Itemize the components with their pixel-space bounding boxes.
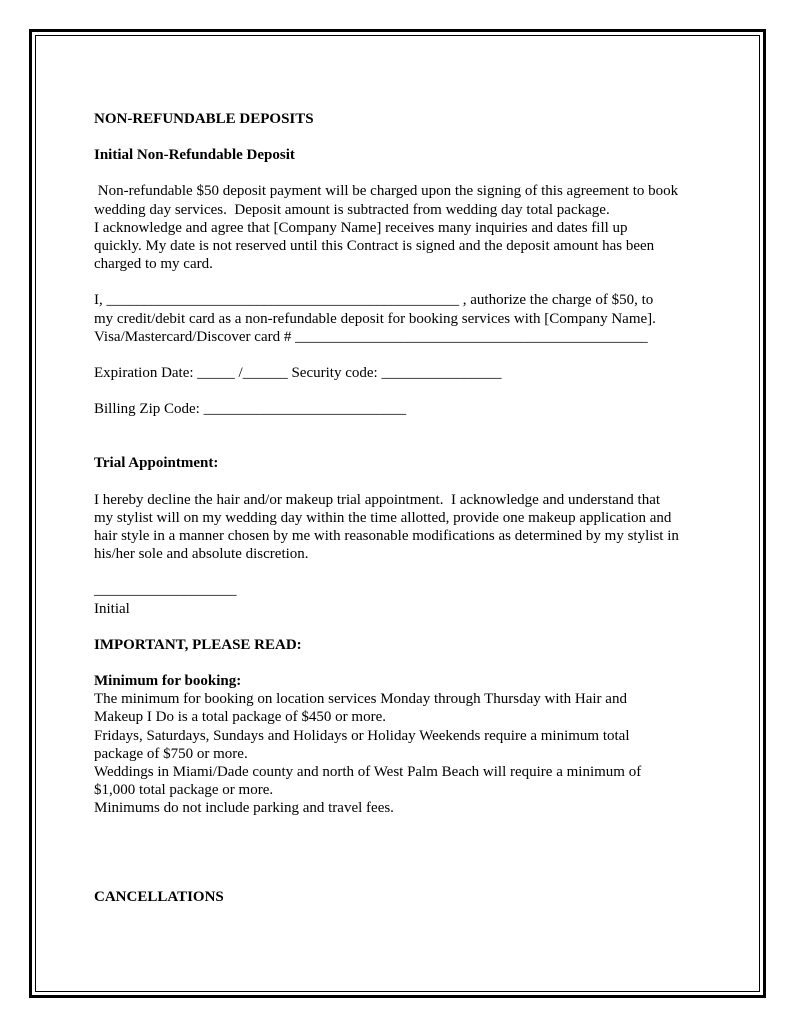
billing-zip-field[interactable]: Billing Zip Code: ___________________________ bbox=[94, 401, 407, 418]
deposit-text-line: Non-refundable $50 deposit payment will be charged upon the signing of this agreement to book bbox=[94, 183, 679, 200]
acknowledge-text-line: charged to my card. bbox=[94, 256, 213, 273]
acknowledge-text-line: quickly. My date is not reserved until this Contract is signed and the deposit amount has been bbox=[94, 238, 655, 255]
subheading-initial-deposit: Initial Non-Refundable Deposit bbox=[94, 147, 295, 164]
authorization-text-line: my credit/debit card as a non-refundable deposit for booking services with [Company Name]. bbox=[94, 310, 656, 327]
card-number-field[interactable]: Visa/Mastercard/Discover card # _______________________________________________ bbox=[94, 328, 648, 345]
minimum-text-line: Makeup I Do is a total package of $450 or more. bbox=[94, 709, 386, 726]
deposit-text-line: wedding day services. Deposit amount is subtracted from wedding day total package. bbox=[94, 201, 610, 218]
section-heading-cancellations: CANCELLATIONS bbox=[94, 888, 224, 905]
minimum-text-line: Weddings in Miami/Dade county and north of West Palm Beach will require a minimum of bbox=[94, 764, 642, 781]
section-heading-trial: Trial Appointment: bbox=[94, 455, 219, 472]
minimum-text-line: $1,000 total package or more. bbox=[94, 782, 274, 799]
minimum-text-line: Minimums do not include parking and travel fees. bbox=[94, 800, 394, 817]
minimum-text-line: Fridays, Saturdays, Sundays and Holidays or Holiday Weekends require a minimum total bbox=[94, 727, 630, 744]
minimum-text-line: package of $750 or more. bbox=[94, 745, 248, 762]
acknowledge-text-line: I acknowledge and agree that [Company Name] receives many inquiries and dates fill up bbox=[94, 219, 628, 236]
subheading-minimum: Minimum for booking: bbox=[94, 673, 242, 690]
section-heading-important: IMPORTANT, PLEASE READ: bbox=[94, 636, 302, 653]
minimum-text-line: The minimum for booking on location services Monday through Thursday with Hair and bbox=[94, 691, 627, 708]
authorization-name-field[interactable]: I, _______________________________________________ , authorize the charge of $50, to bbox=[94, 292, 654, 309]
section-heading-deposits: NON-REFUNDABLE DEPOSITS bbox=[94, 111, 314, 127]
initial-signature-field[interactable]: ___________________ bbox=[94, 582, 237, 599]
document-body bbox=[94, 110, 714, 906]
expiration-security-field[interactable]: Expiration Date: _____ /______ Security code: ________________ bbox=[94, 365, 502, 382]
trial-text-line: my stylist will on my wedding day within the time allotted, provide one makeup application and bbox=[94, 509, 672, 526]
trial-text-line: I hereby decline the hair and/or makeup trial appointment. I acknowledge and understand that bbox=[94, 491, 661, 508]
trial-text-line: hair style in a manner chosen by me with reasonable modifications as determined by my stylist in bbox=[94, 528, 679, 545]
trial-text-line: his/her sole and absolute discretion. bbox=[94, 546, 309, 563]
initial-label: Initial bbox=[94, 600, 130, 617]
